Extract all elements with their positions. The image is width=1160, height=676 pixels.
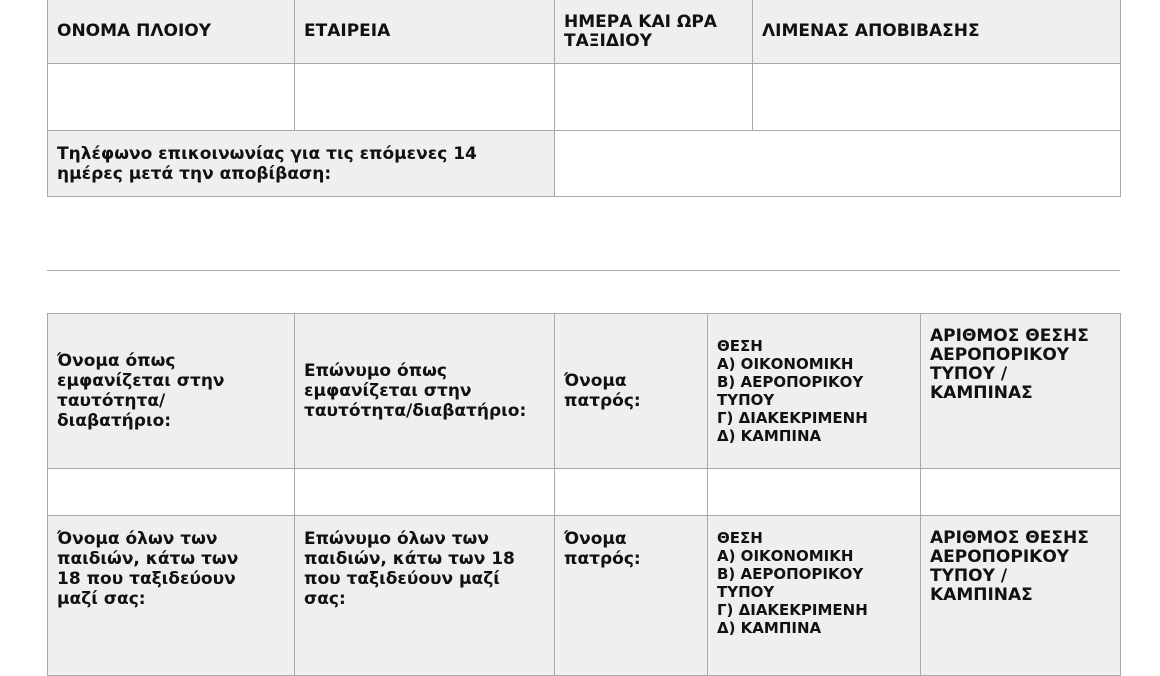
header-seat-number: ΑΡΙΘΜΟΣ ΘΕΣΗΣ ΑΕΡΟΠΟΡΙΚΟΥ ΤΥΠΟΥ / ΚΑΜΠΙΝΑΣ: [921, 314, 1121, 469]
header-children-father-name: Όνομα πατρός:: [555, 516, 708, 676]
header-children-seat-class: ΘΕΣΗ Α) ΟΙΚΟΝΟΜΙΚΗ Β) ΑΕΡΟΠΟΡΙΚΟΥ ΤΥΠΟΥ Γ) ΔΙΑΚΕΚΡΙΜΕΝΗ Δ) ΚΑΜΠΙΝΑ: [708, 516, 921, 676]
header-company: ΕΤΑΙΡΕΙΑ: [295, 0, 555, 64]
father-name-field[interactable]: [555, 469, 708, 516]
header-children-seat-number: ΑΡΙΘΜΟΣ ΘΕΣΗΣ ΑΕΡΟΠΟΡΙΚΟΥ ΤΥΠΟΥ / ΚΑΜΠΙΝΑΣ: [921, 516, 1121, 676]
header-children-surname: Επώνυμο όλων των παιδιών, κάτω των 18 που ταξιδεύουν μαζί σας:: [295, 516, 555, 676]
header-children-first-name: Όνομα όλων των παιδιών, κάτω των 18 που ταξιδεύουν μαζί σας:: [48, 516, 295, 676]
header-ship-name: ΟΝΟΜΑ ΠΛΟΙΟΥ: [48, 0, 295, 64]
disembarkation-port-field[interactable]: [753, 64, 1121, 131]
header-surname: Επώνυμο όπως εμφανίζεται στην ταυτότητα/διαβατήριο:: [295, 314, 555, 469]
passenger-details-table: [47, 313, 1121, 676]
ship-name-field[interactable]: [48, 64, 295, 131]
first-name-field[interactable]: [48, 469, 295, 516]
header-disembarkation-port: ΛΙΜΕΝΑΣ ΑΠΟΒΙΒΑΣΗΣ: [753, 0, 1121, 64]
travel-date-time-field[interactable]: [555, 64, 753, 131]
phone-field[interactable]: [555, 131, 1121, 197]
header-father-name: Όνομα πατρός:: [555, 314, 708, 469]
seat-class-field[interactable]: [708, 469, 921, 516]
section-divider: [47, 270, 1120, 271]
trip-details-table: [47, 0, 1121, 197]
header-travel-date-time: ΗΜΕΡΑ ΚΑΙ ΩΡΑ ΤΑΞΙΔΙΟΥ: [555, 0, 753, 64]
header-first-name: Όνομα όπως εμφανίζεται στην ταυτότητα/ διαβατήριο:: [48, 314, 295, 469]
header-seat-class: ΘΕΣΗ Α) ΟΙΚΟΝΟΜΙΚΗ Β) ΑΕΡΟΠΟΡΙΚΟΥ ΤΥΠΟΥ Γ) ΔΙΑΚΕΚΡΙΜΕΝΗ Δ) ΚΑΜΠΙΝΑ: [708, 314, 921, 469]
phone-label-cell: Τηλέφωνο επικοινωνίας για τις επόμενες 14 ημέρες μετά την αποβίβαση:: [48, 131, 555, 197]
company-field[interactable]: [295, 64, 555, 131]
surname-field[interactable]: [295, 469, 555, 516]
seat-number-field[interactable]: [921, 469, 1121, 516]
